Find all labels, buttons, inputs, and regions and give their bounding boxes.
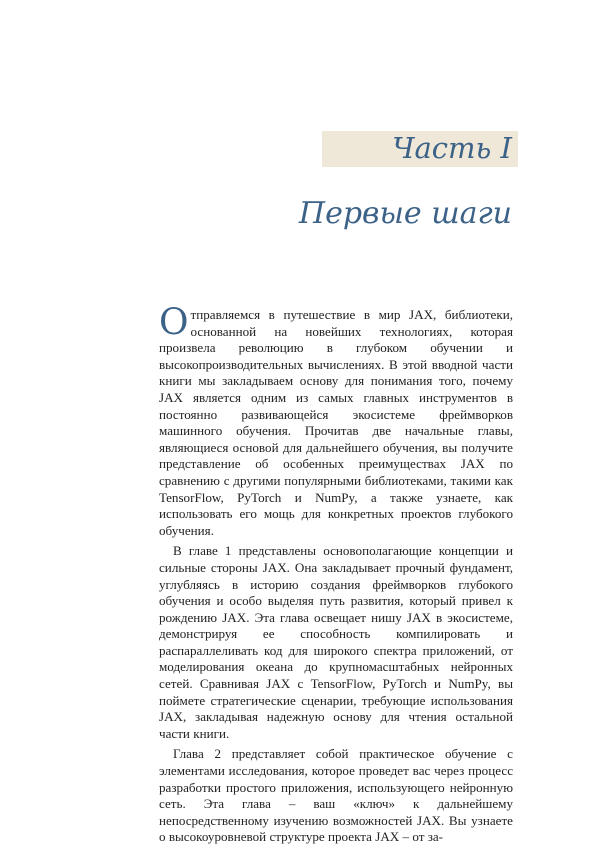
intro-text bbox=[159, 302, 513, 846]
part-title: Часть I bbox=[392, 131, 512, 165]
intro-paragraph-1-text: тправляемся в путешествие в мир JAX, библиотеки, основанной на новейших технологиях, которая произвела революцию в глубоком обучении и высокопроизводительных вычислениях. В этой вводной части книги мы закладываем основу для понимания того, почему JAX является одним из самых главных инструментов в постоянно развивающейся экосистеме фреймворков машинного обучения. Прочитав две начальные главы, являющиеся основой для дальнейшего обучения, вы получите представление об особенных преимуществах JAX по сравнению с другими популярными библиотеками, такими как TensorFlow, PyTorch и NumPy, а также узнаете, как использовать его мощь для конкретных проектов глубокого обучения. bbox=[159, 307, 513, 538]
drop-cap: О bbox=[159, 302, 189, 343]
intro-paragraph-1 bbox=[159, 302, 513, 539]
chapter-title: Первые шаги bbox=[298, 196, 512, 231]
intro-paragraph-3: Глава 2 представляет собой практическое обучение с элементами исследования, которое проведет вас через процесс разработки простого приложения, использующего нейронную сеть. Эта глава – ваш «ключ» к дальнейшему непосредственному изучению возможностей JAX. Вы узнаете о высокоуровневой структуре проекта JAX – от за- bbox=[159, 746, 513, 845]
intro-paragraph-2: В главе 1 представлены основополагающие концепции и сильные стороны JAX. Она закладывает прочный фундамент, углубляясь в историю создания фреймворков глубокого обучения и особо выделяя путь развития, который привел к рождению JAX. Эта глава освещает нишу JAX в экосистеме, демонстрируя ее способность компилировать и распараллеливать код для широкого спектра приложений, от моделирования океана до крупномасштабных нейронных сетей. Сравнивая JAX с TensorFlow, PyTorch и NumPy, вы поймете стратегические сценарии, требующие использования JAX, закладывая надежную основу для чтения остальной части книги. bbox=[159, 543, 513, 741]
